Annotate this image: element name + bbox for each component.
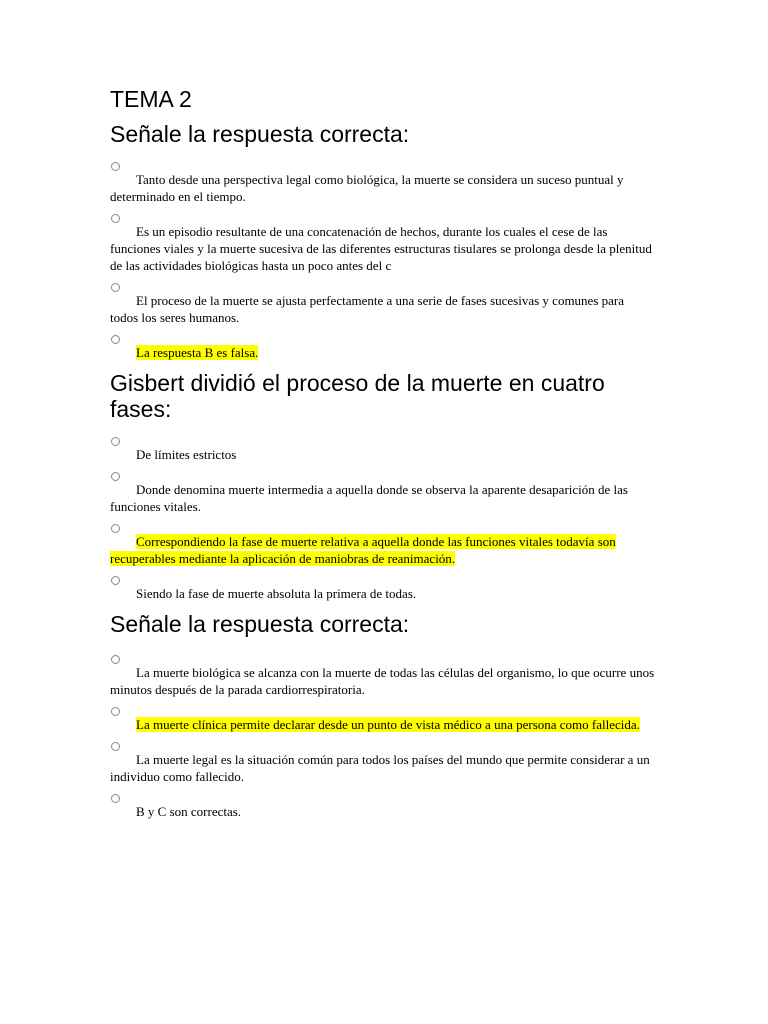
radio-button[interactable] bbox=[111, 707, 120, 716]
question-1 bbox=[110, 121, 655, 361]
radio-button[interactable] bbox=[111, 162, 120, 171]
answer-option[interactable] bbox=[110, 742, 655, 785]
option-text: Donde denomina muerte intermedia a aquella donde se observa la aparente desaparición de las funciones vitales. bbox=[110, 482, 628, 514]
radio-button[interactable] bbox=[111, 472, 120, 481]
answer-option-highlighted[interactable] bbox=[110, 335, 655, 361]
option-text: Correspondiendo la fase de muerte relativa a aquella donde las funciones vitales todavía son recuperables mediante la aplicación de maniobras de reanimación. bbox=[110, 534, 616, 566]
option-text: La muerte legal es la situación común para todos los países del mundo que permite considerar a un individuo como fallecido. bbox=[110, 752, 650, 784]
answer-option[interactable] bbox=[110, 794, 655, 820]
radio-button[interactable] bbox=[111, 794, 120, 803]
answer-option-highlighted[interactable] bbox=[110, 707, 655, 733]
option-text: B y C son correctas. bbox=[136, 804, 242, 819]
answer-option[interactable] bbox=[110, 214, 655, 274]
document-page bbox=[110, 84, 655, 829]
option-text: El proceso de la muerte se ajusta perfectamente a una serie de fases sucesivas y comunes para todos los seres humanos. bbox=[110, 293, 625, 325]
option-text: La muerte clínica permite declarar desde un punto de vista médico a una persona como fallecida. bbox=[136, 717, 640, 732]
question-title: Señale la respuesta correcta: bbox=[110, 611, 410, 637]
option-text: La respuesta B es falsa. bbox=[136, 345, 259, 360]
page-title: TEMA 2 bbox=[110, 86, 192, 112]
radio-button[interactable] bbox=[111, 283, 120, 292]
answer-option[interactable] bbox=[110, 437, 655, 463]
option-text: Es un episodio resultante de una concatenación de hechos, durante los cuales el cese de las funciones viales y la muerte sucesiva de las diferentes estructuras tisulares se prolonga desde la plenitud de las actividades biológicas hasta un poco antes del c bbox=[110, 224, 652, 273]
answer-option-highlighted[interactable] bbox=[110, 524, 655, 567]
question-3 bbox=[110, 611, 655, 820]
answer-option[interactable] bbox=[110, 576, 655, 602]
answer-option[interactable] bbox=[110, 655, 655, 698]
question-title: Gisbert dividió el proceso de la muerte en cuatro fases: bbox=[110, 370, 605, 422]
radio-button[interactable] bbox=[111, 655, 120, 664]
radio-button[interactable] bbox=[111, 437, 120, 446]
radio-button[interactable] bbox=[111, 335, 120, 344]
radio-button[interactable] bbox=[111, 576, 120, 585]
radio-button[interactable] bbox=[111, 742, 120, 751]
answer-option[interactable] bbox=[110, 162, 655, 205]
question-title: Señale la respuesta correcta: bbox=[110, 121, 410, 147]
answer-option[interactable] bbox=[110, 283, 655, 326]
option-text: Tanto desde una perspectiva legal como biológica, la muerte se considera un suceso puntual y determinado en el tiempo. bbox=[110, 172, 624, 204]
question-2 bbox=[110, 370, 655, 602]
radio-button[interactable] bbox=[111, 214, 120, 223]
option-text: Siendo la fase de muerte absoluta la primera de todas. bbox=[136, 586, 417, 601]
radio-button[interactable] bbox=[111, 524, 120, 533]
option-text: La muerte biológica se alcanza con la muerte de todas las células del organismo, lo que ocurre unos minutos después de la parada cardiorrespiratoria. bbox=[110, 665, 655, 697]
answer-option[interactable] bbox=[110, 472, 655, 515]
option-text: De límites estrictos bbox=[136, 447, 237, 462]
